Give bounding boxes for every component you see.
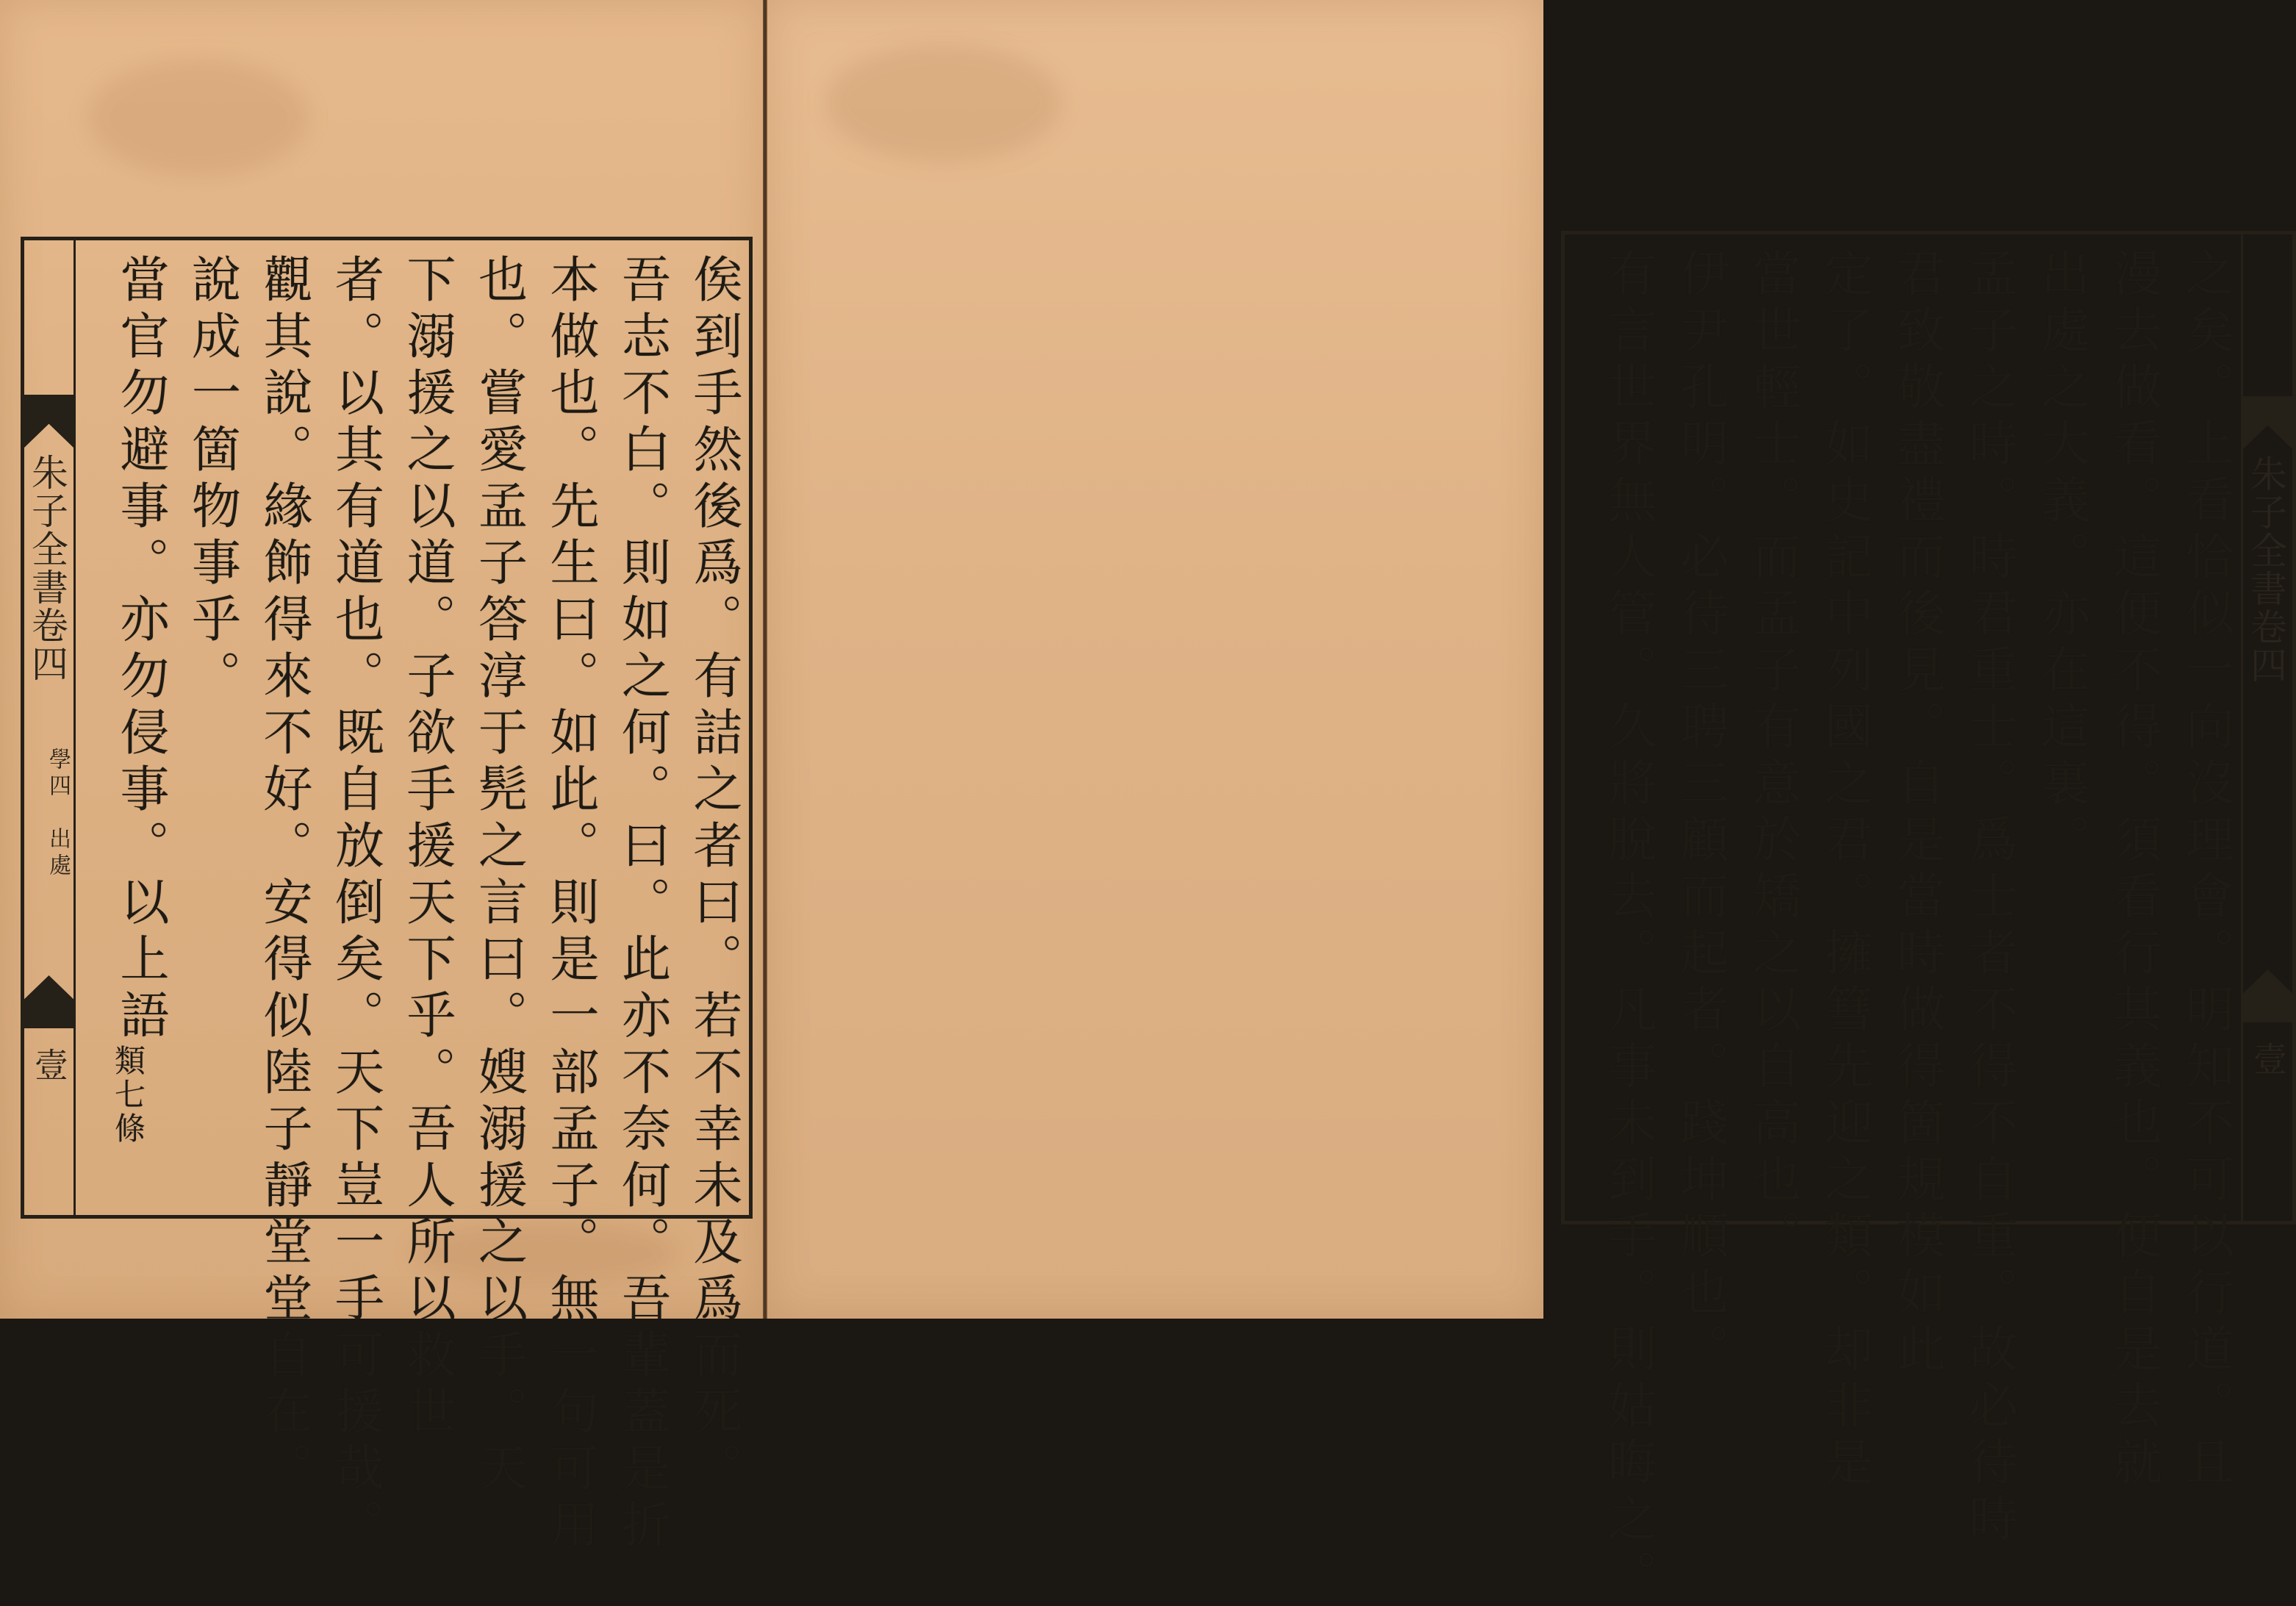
text-column: 伊尹孔明。必待三聘三顧而起者。踐坤順也。 <box>1672 248 1730 1380</box>
text-column: 吾志不白。則如之何。曰。此亦不奈何。吾輩蓋是折 <box>614 254 672 1555</box>
right-page-frame <box>1561 231 2296 1606</box>
text-column: 有言世界無人管。久將脫去。凡事未到手。則姑晦之。 <box>1600 248 1658 1606</box>
text-column: 說成一箇物事乎。 <box>184 254 242 706</box>
text-column: 也。嘗愛孟子答淳于髡之言曰。嫂溺援之以手。天 <box>470 254 528 1499</box>
book-title-right: 朱子全書卷四 <box>2245 455 2287 684</box>
text-column: 下溺援之以道。子欲手援天下乎。吾人所以救世 <box>399 254 456 1442</box>
left-page-frame <box>21 237 753 1555</box>
book-title-left: 朱子全書卷四 <box>26 454 68 683</box>
text-column: 者。以其有道也。既自放倒矣。天下豈一手可援哉。 <box>327 254 385 1555</box>
page-number-right: 壹 <box>2248 1042 2288 1075</box>
text-column: 當官勿避事。亦勿侵事。以上語 <box>112 254 170 1046</box>
page-number-left: 壹 <box>29 1047 69 1081</box>
section-label-left: 學四 出處 <box>45 748 71 880</box>
left-page-text <box>89 254 743 1555</box>
fishtail-ornament-top <box>24 395 73 448</box>
right-page <box>767 0 2288 1606</box>
left-page-gutter-margin <box>24 240 76 1215</box>
fishtail-ornament-bottom <box>24 975 73 1028</box>
text-column: 孟子之時。時君重士。爲士者不得不自重。故必待時 <box>1961 248 2019 1549</box>
text-column: 之矣。上看恰似一向沒理會。明知不可以行道。且 <box>2178 248 2235 1493</box>
right-page-gutter-margin <box>2241 234 2292 1221</box>
fishtail-ornament-top <box>2243 396 2292 449</box>
annotation-note: 類七條 <box>110 1044 146 1146</box>
text-column: 俟到手然後爲。有詰之者曰。若不幸未及爲而死。 <box>686 254 743 1499</box>
text-column: 定了。如史記中列國之君。擁篲先迎之類。却非是 <box>1816 248 1874 1493</box>
text-column: 本做也。先生曰。如此。則是一部孟子。無一句可用 <box>542 254 600 1555</box>
left-page <box>0 0 763 1555</box>
bleed-through-text <box>1002 265 1066 1147</box>
text-column: 君致敬盡禮而後見。自是當時做得箇規模如此 <box>1889 248 1947 1380</box>
text-column: 當世輕士。而孟子有意於矯之以自高也。 <box>1744 248 1802 1266</box>
text-column: 觀其說。緣飾得來不好。安得似陸子靜堂堂自在。 <box>256 254 313 1499</box>
text-column: 出處之大義。亦在這裏。 <box>2033 248 2091 870</box>
fishtail-ornament-bottom <box>2243 969 2292 1022</box>
right-page-text <box>1581 248 2235 1606</box>
text-column: 漫去做看。這便不得。須看行其義也。便自是去就 <box>2105 248 2163 1493</box>
